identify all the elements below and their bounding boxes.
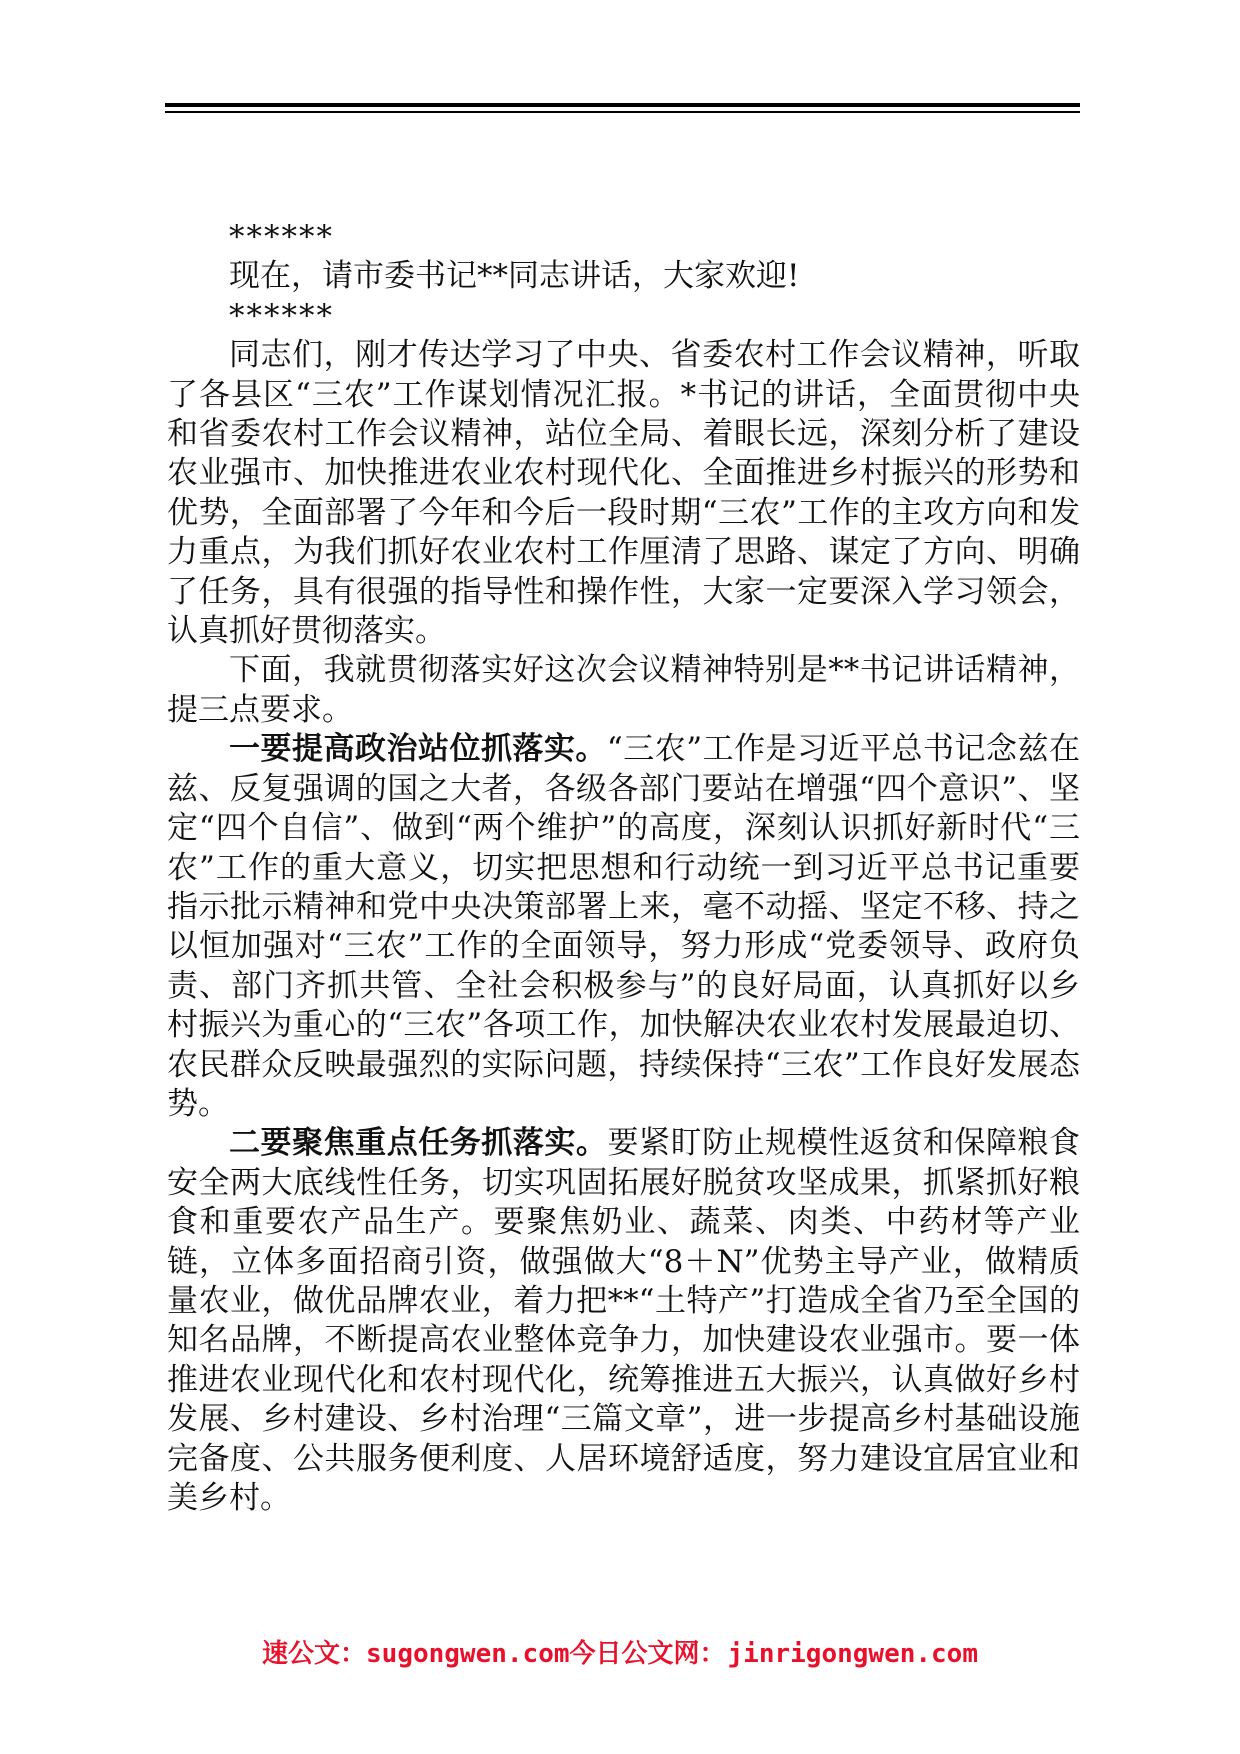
requirement-heading: 二要聚焦重点任务抓落实。 [229,1125,608,1162]
announcement-text: 现在，请市委书记**同志讲话，大家欢迎! [229,258,800,295]
requirement-heading: 一要提高政治站位抓落实。 [229,731,607,768]
header-rule-thick [165,103,1080,107]
paragraph-text: “三农”工作是习近平总书记念兹在兹、反复强调的国之大者，各级各部门要站在增强“四个意识”、坚定“四个自信”、做到“两个维护”的高度，深刻认识抓好新时代“三农”工作的重大意义，切实把思想和行动统一到习近平总书记重要指示批示精神和党中央决策部署上来，毫不动摇、坚定不移、持之以恒加强对“三农”工作的全面领导，努力形成“党委领导、政府负责、部门齐抓共管、全社会积极参与”的良好局面，认真抓好以乡村振兴为重心的“三农”各项工作，加快解决农业农村发展最迫切、农民群众反映最强烈的实际问题，持续保持“三农”工作良好发展态势。 [167,731,1081,1122]
footer-label-1: 速公文： [262,1639,367,1669]
host-announcement [167,257,1080,296]
separator-line [167,297,1080,336]
footer-site-link-1[interactable]: sugongwen.com [366,1639,570,1669]
document-body [167,218,1080,1518]
paragraph-text: 要紧盯防止规模性返贫和保障粮食安全两大底线性任务，切实巩固拓展好脱贫攻坚成果，抓紧抓好粮食和重要农产品生产。要聚焦奶业、蔬菜、肉类、中药材等产业链，立体多面招商引资，做强做大“8＋N”优势主导产业，做精质量农业，做优品牌农业，着力把**“土特产”打造成全省乃至全国的知名品牌，不断提高农业整体竞争力，加快建设农业强市。要一体推进农业现代化和农村现代化，统筹推进五大振兴，认真做好乡村发展、乡村建设、乡村治理“三篇文章”，进一步提高乡村基础设施完备度、公共服务便利度、人居环境舒适度，努力建设宜居宜业和美乡村。 [167,1125,1081,1516]
paragraph-text: 下面，我就贯彻落实好这次会议精神特别是**书记讲话精神，提三点要求。 [167,652,1080,728]
separator-line [167,218,1080,257]
paragraph-text: 同志们，刚才传达学习了中央、省委农村工作会议精神，听取了各县区“三农”工作谋划情况汇报。*书记的讲话，全面贯彻中央和省委农村工作会议精神，站位全局、着眼长远，深刻分析了建设农业强市、加快推进农业农村现代化、全面推进乡村振兴的形势和优势，全面部署了今年和今后一段时期“三农”工作的主攻方向和发力重点，为我们抓好农业农村工作厘清了思路、谋定了方向、明确了任务，具有很强的指导性和操作性，大家一定要深入学习领会，认真抓好贯彻落实。 [167,337,1080,650]
body-paragraph [167,651,1080,730]
requirement-paragraph-1 [167,730,1080,1124]
footer-watermark [0,1633,1240,1670]
header-rule-thin [165,111,1080,113]
requirement-paragraph-2 [167,1124,1080,1518]
separator-text: ****** [229,297,334,334]
separator-text: ****** [229,219,334,255]
footer-site-link-2[interactable]: jinrigongwen.com [727,1639,978,1669]
footer-label-2: 今日公文网： [569,1639,726,1669]
body-paragraph [167,336,1080,651]
